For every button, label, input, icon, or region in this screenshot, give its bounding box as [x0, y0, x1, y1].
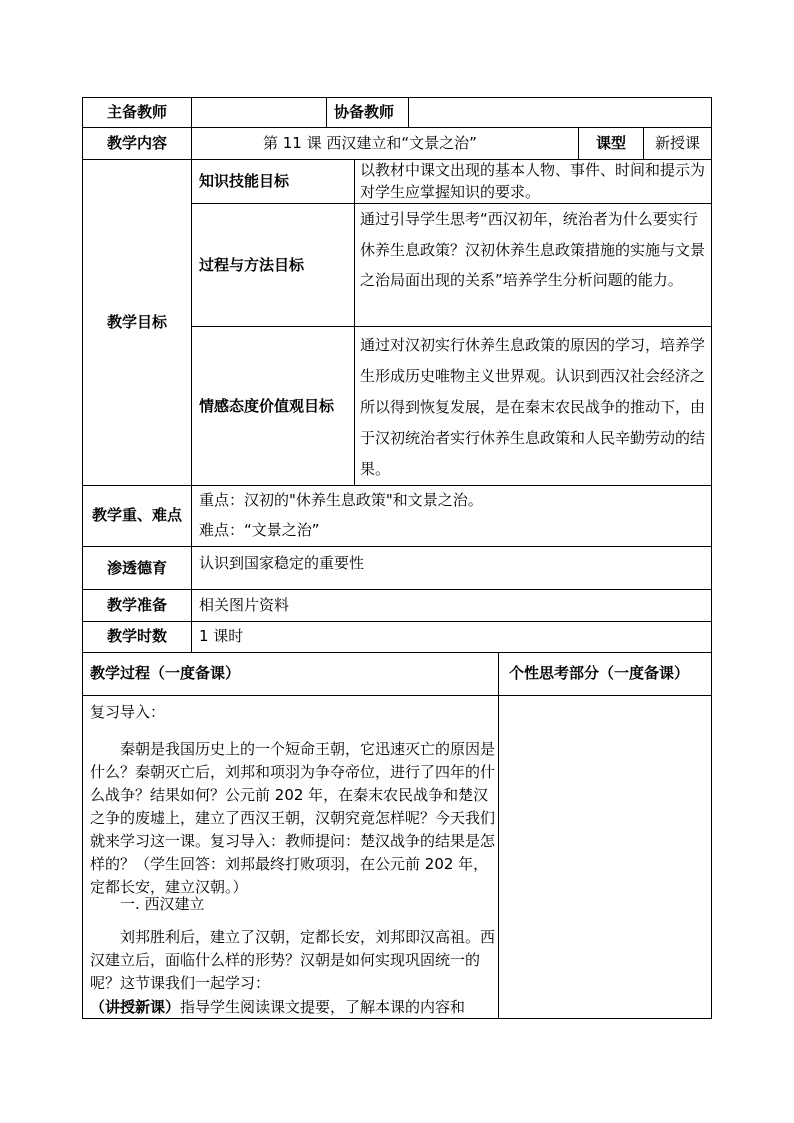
label-objectives: 教学目标 — [106, 313, 167, 331]
rule-row7 — [82, 652, 712, 653]
objective-emotion-text: 通过对汉初实行休养生息政策的原因的学习，培养学生形成历史唯物主义世界观。认识到西汉社会经济之所以得到恢复发展，是在秦末农民战争的推动下，由于汉初统治者实行休养生息政策和人民辛勤劳动的结果。 — [360, 336, 706, 478]
rule-col2 — [326, 97, 327, 128]
rule-col7 — [498, 652, 499, 1019]
review-intro: 复习导入： — [90, 703, 166, 721]
label-lesson-type: 课型 — [595, 134, 626, 152]
objective-knowledge-text: 以教材中课文出现的基本人物、事件、时间和提示为对学生应掌握知识的要求。 — [360, 161, 706, 201]
rule-goal2 — [191, 326, 712, 327]
new-lesson-text: 指导学生阅读课文提要，了解本课的内容和 — [180, 998, 466, 1016]
lesson-type-value: 新授课 — [654, 134, 700, 152]
preparation-text: 相关图片资料 — [199, 596, 290, 614]
moral-text: 认识到国家稳定的重要性 — [199, 554, 365, 572]
rule-left — [82, 97, 83, 1019]
rule-row5 — [82, 589, 712, 590]
section-paragraph: 刘邦胜利后，建立了汉朝，定都长安，刘邦即汉高祖。西汉建立后，面临什么样的形势？汉朝是如何实现巩固统一的呢？这节课我们一起学习： — [90, 928, 496, 992]
label-key-points: 教学重、难点 — [91, 506, 182, 524]
section-heading: 一. 西汉建立 — [120, 895, 205, 913]
hours-text: 1 课时 — [199, 627, 244, 645]
label-moral: 渗透德育 — [106, 559, 167, 577]
rule-row6 — [82, 621, 712, 622]
objective-process-text: 通过引导学生思考“西汉初年，统治者为什么要实行休养生息政策？汉初休养生息政策措施的实施与文景之治局面出现的关系”培养学生分析问题的能力。 — [360, 210, 706, 289]
process-header: 教学过程（一度备课） — [90, 664, 241, 682]
lesson-title: 第 11 课 西汉建立和“文景之治” — [263, 134, 477, 152]
label-assist-teacher: 协备教师 — [334, 103, 395, 121]
rule-right — [711, 97, 712, 1019]
key-point-text: 重点：汉初的"休养生息政策"和文景之治。 — [199, 491, 483, 509]
label-content: 教学内容 — [106, 134, 167, 152]
rule-top — [82, 97, 712, 98]
objective-knowledge-label: 知识技能目标 — [199, 172, 290, 190]
rule-row4 — [82, 546, 712, 547]
rule-col1 — [191, 97, 192, 652]
rule-col3 — [408, 97, 409, 128]
new-lesson-tag: （讲授新课） — [90, 998, 181, 1016]
objective-process-label: 过程与方法目标 — [199, 256, 305, 274]
new-lesson-line — [90, 996, 497, 1019]
rule-row3 — [82, 485, 712, 486]
label-preparation: 教学准备 — [106, 596, 167, 614]
difficult-point-text: 难点：“文景之治” — [199, 521, 320, 539]
rule-row1 — [82, 127, 712, 128]
rule-col6 — [354, 159, 355, 486]
label-lead-teacher: 主备教师 — [106, 103, 167, 121]
objective-emotion-label: 情感态度价值观目标 — [199, 397, 335, 415]
label-hours: 教学时数 — [106, 627, 167, 645]
rule-row8 — [82, 695, 712, 696]
review-paragraph: 秦朝是我国历史上的一个短命王朝，它迅速灭亡的原因是什么？秦朝灭亡后，刘邦和项羽为争夺帝位，进行了四年的什么战争？结果如何？公元前 202 年，在秦末农民战争和楚汉之争的废墟上，建立了西汉王朝，汉朝究竟怎样呢？今天我们就来学习这一课。复习导入：教师提问：楚汉战争的结果是怎样的？（学生回答：刘邦最终打败项羽，在公元前 202 年，定都长安，建立汉朝。） — [90, 740, 496, 896]
personal-header: 个性思考部分（一度备课） — [509, 664, 690, 682]
